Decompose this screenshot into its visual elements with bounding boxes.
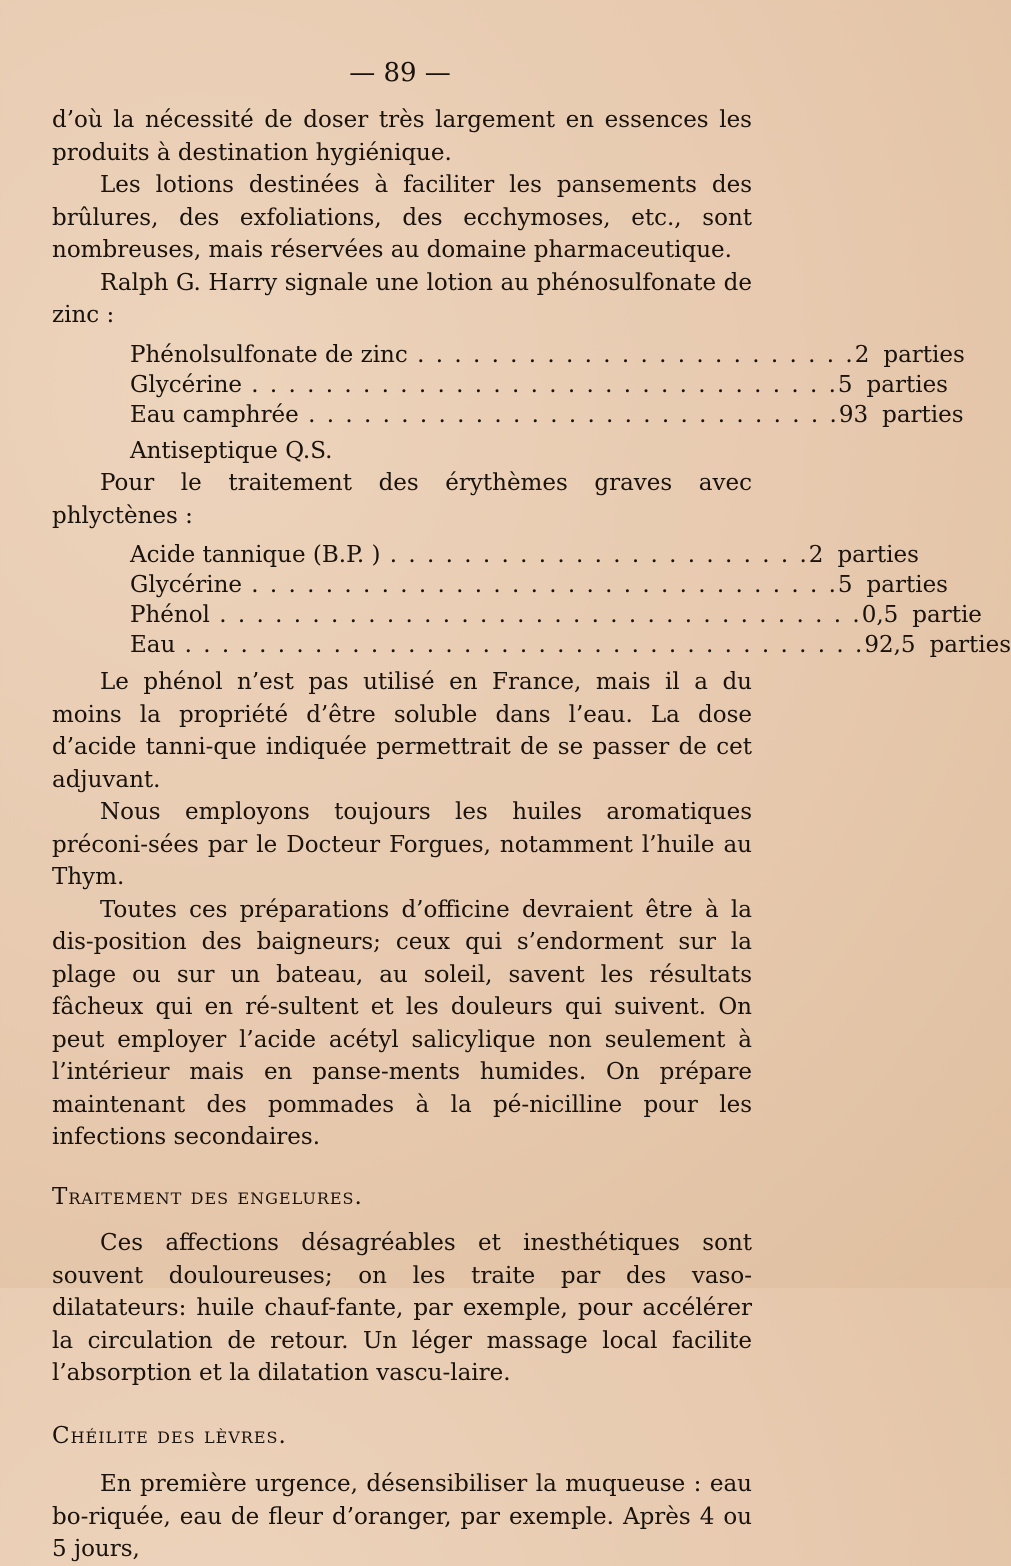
recipe-row: Phénolsulfonate de zinc . . . . . . . . . . . . . . . . . . . . . . . . 2 parties: [130, 339, 726, 369]
paragraph: En première urgence, désensibiliser la muqueuse : eau bo-riquée, eau de fleur d’oranger, par exemple. Après 4 ou 5 jours,: [52, 1471, 752, 1562]
ingredient-unit: partie: [912, 602, 982, 628]
paragraph: Ralph G. Harry signale une lotion au phénosulfonate de zinc :: [52, 269, 752, 328]
ingredient-name: Glycérine: [130, 371, 242, 398]
recipe-row: Eau . . . . . . . . . . . . . . . . . . . . . . . . . . . . . . . . . . . . . 92,5 parties: [130, 629, 726, 659]
paragraph: Le phénol n’est pas utilisé en France, mais il a du moins la propriété d’être soluble dans l’eau. La dose d’acide tanni-que indiquée permettrait de se passer de cet adjuvant.: [52, 669, 752, 793]
section-heading-cheilite: Chéilite des lèvres.: [52, 1422, 287, 1449]
ingredient-unit: parties: [883, 341, 965, 368]
ingredient-qty: 92,5: [864, 632, 916, 658]
ingredient-qty: 5: [837, 572, 853, 598]
ingredient-name: Glycérine: [130, 572, 242, 598]
ingredient-unit: parties: [929, 632, 1011, 658]
page-body: [52, 104, 1011, 1566]
ingredient-unit: parties: [866, 572, 948, 598]
paragraph: Pour le traitement des érythèmes graves avec phlyctènes :: [52, 470, 752, 529]
ingredient-unit: parties: [882, 401, 964, 428]
ingredient-unit: parties: [866, 371, 948, 398]
ingredient-qty: 2: [854, 341, 870, 368]
section-heading-engelures: Traitement des engelures.: [52, 1183, 363, 1210]
ingredient-qty: 0,5: [861, 602, 899, 628]
ingredient-name: Eau: [130, 632, 176, 658]
recipe-row: Phénol . . . . . . . . . . . . . . . . . . . . . . . . . . . . . . . . . . . 0,5 partie: [130, 599, 726, 629]
ingredient-qty: 5: [837, 371, 853, 398]
recipe-note: Antiseptique Q.S.: [130, 437, 333, 464]
recipe-table-erythemes: [52, 539, 1011, 659]
ingredient-unit: parties: [837, 542, 919, 568]
recipe-row: Acide tannique (B.P. ) . . . . . . . . . . . . . . . . . . . . . . . 2 parties: [130, 539, 726, 569]
ingredient-qty: 2: [808, 542, 824, 568]
paragraph: d’où la nécessité de doser très largement en essences les produits à destination hygiénique.: [52, 107, 752, 166]
ingredient-name: Eau camphrée: [130, 401, 299, 428]
paragraph: Les lotions destinées à faciliter les pansements des brûlures, des exfoliations, des ecchymoses, etc., sont nombreuses, mais réservées au domaine pharmaceutique.: [52, 172, 752, 263]
ingredient-name: Phénol: [130, 602, 210, 628]
recipe-row: Glycérine . . . . . . . . . . . . . . . . . . . . . . . . . . . . . . . . 5 parties: [130, 369, 726, 399]
recipe-row: Glycérine . . . . . . . . . . . . . . . . . . . . . . . . . . . . . . . . 5 parties: [130, 569, 726, 599]
recipe-table-zinc: [52, 339, 965, 429]
paragraph: Ces affections désagréables et inesthétiques sont souvent douloureuses; on les traite par des vaso-dilatateurs: huile chauf-fante, par exemple, pour accélérer la circulation de retour. Un léger massage local facilite l’absorption et la dilatation vascu-laire.: [52, 1230, 752, 1386]
ingredient-qty: 93: [838, 401, 869, 428]
ingredient-name: Phénolsulfonate de zinc: [130, 341, 408, 368]
page-number: — 89 —: [349, 58, 451, 88]
paragraph: Nous employons toujours les huiles aromatiques préconi-sées par le Docteur Forgues, notamment l’huile au Thym.: [52, 799, 752, 890]
ingredient-name: Acide tannique (B.P. ): [130, 542, 381, 568]
paragraph: Toutes ces préparations d’officine devraient être à la dis-position des baigneurs; ceux qui s’endorment sur la plage ou sur un bateau, au soleil, savent les résultats fâcheux qui en ré-sultent et les douleurs qui suivent. On peut employer l’acide acétyl salicylique non seulement à l’intérieur mais en panse-ments humides. On prépare maintenant des pommades à la pé-nicilline pour les infections secondaires.: [52, 896, 752, 1150]
recipe-row: Eau camphrée . . . . . . . . . . . . . . . . . . . . . . . . . . . . . 93 parties: [130, 399, 726, 429]
